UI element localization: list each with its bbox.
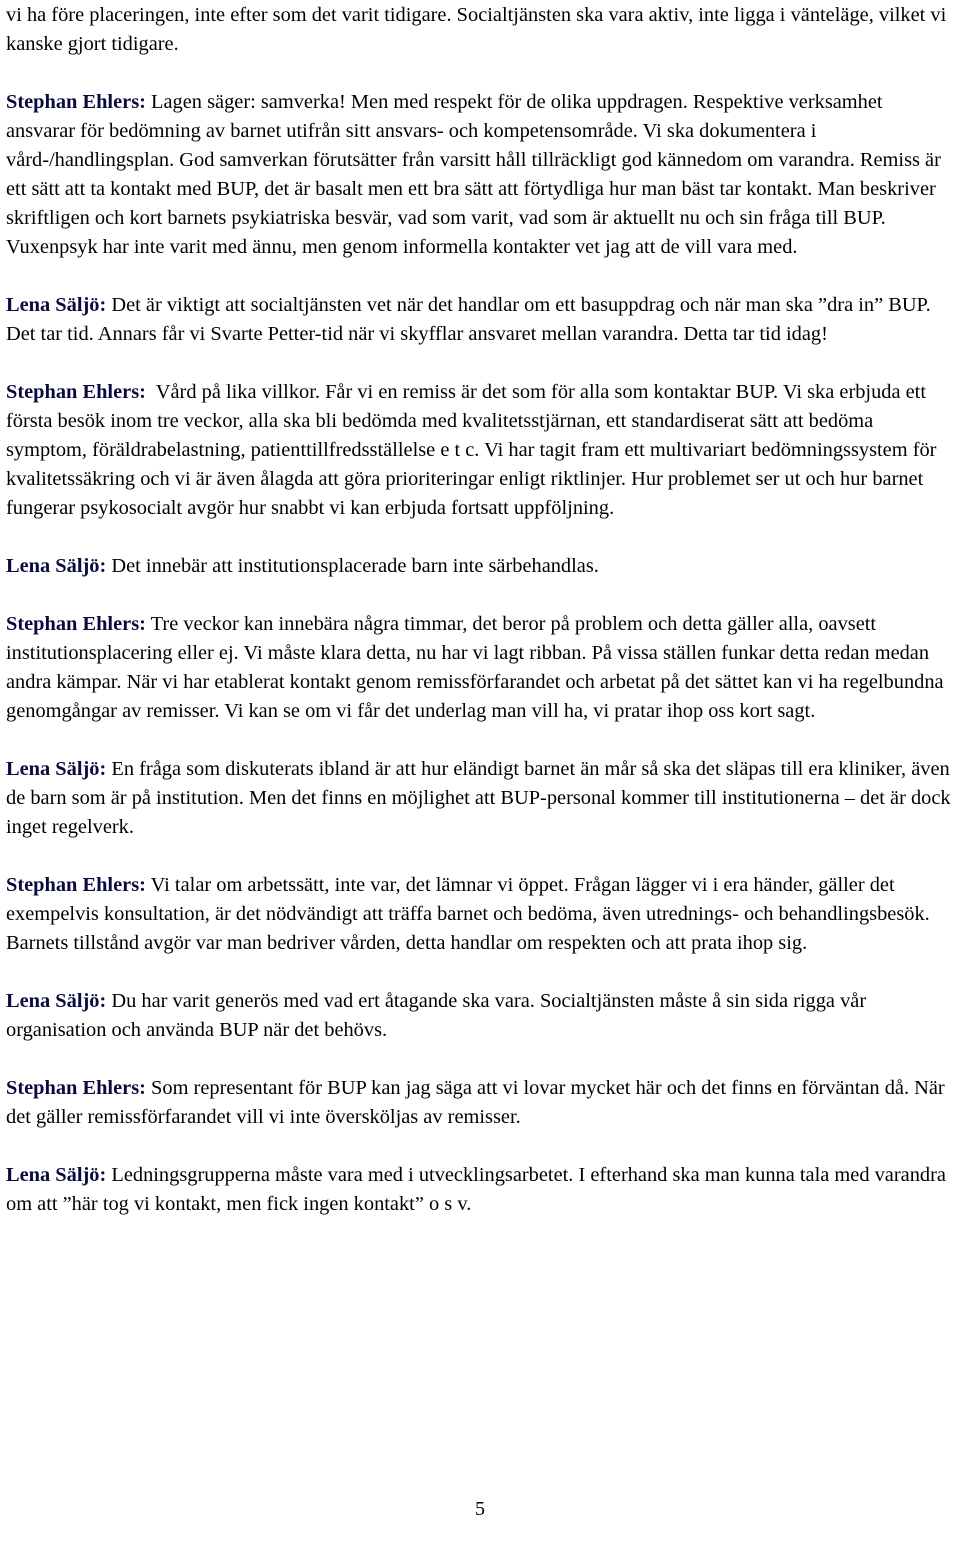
document-page <box>6 0 956 1219</box>
paragraph-text: Vård på lika villkor. Får vi en remiss är det som för alla som kontaktar BUP. Vi ska erbjuda ett första besök inom tre veckor, alla ska bli bedömda med kvalitetsstjärnan, ett standardiserat sätt att bedöma symptom, föräldrabelastning, patienttillfredsställelse e t c. Vi har tagit fram ett multivariart bedömningssystem för kvalitetssäkring och vi är även ålagda att göra prioriteringar enligt riktlinjer. Hur problemet ser ut och hur barnet fungerar psykosocialt avgör hur snabbt vi kan erbjuda fortsatt uppföljning. <box>6 381 937 519</box>
paragraph-2 <box>6 88 956 262</box>
speaker-name: Stephan Ehlers: <box>6 381 146 403</box>
paragraph-text: Som representant för BUP kan jag säga att vi lovar mycket här och det finns en förväntan då. När det gäller remissförfarandet vill vi inte översköljas av remisser. <box>6 1077 945 1128</box>
speaker-name: Lena Säljö: <box>6 758 107 780</box>
paragraph-7 <box>6 755 956 842</box>
page-number: 5 <box>475 1498 485 1520</box>
paragraph-6 <box>6 610 956 726</box>
paragraph-11 <box>6 1161 956 1219</box>
speaker-name: Stephan Ehlers: <box>6 1077 146 1099</box>
paragraph-1 <box>6 1 956 59</box>
paragraph-text: Du har varit generös med vad ert åtagande ska vara. Socialtjänsten måste å sin sida rigga vår organisation och använda BUP när det behövs. <box>6 990 867 1041</box>
paragraph-text: Tre veckor kan innebära några timmar, det beror på problem och detta gäller alla, oavsett institutionsplacering eller ej. Vi måste klara detta, nu har vi lagt ribban. På vissa ställen funkar detta redan medan andra kämpar. När vi har etablerat kontakt genom remissförfarandet och arbetat på det sättet kan vi ha regelbundna genomgångar av remisser. Vi kan se om vi får det underlag man vill ha, vi pratar ihop oss kort sagt. <box>6 613 944 722</box>
paragraph-text: Ledningsgrupperna måste vara med i utvecklingsarbetet. I efterhand ska man kunna tala med varandra om att ”här tog vi kontakt, men fick ingen kontakt” o s v. <box>6 1164 946 1215</box>
paragraph-3 <box>6 291 956 349</box>
speaker-name: Lena Säljö: <box>6 555 107 577</box>
speaker-name: Lena Säljö: <box>6 294 107 316</box>
paragraph-8 <box>6 871 956 958</box>
speaker-name: Stephan Ehlers: <box>6 874 146 896</box>
paragraph-text: En fråga som diskuterats ibland är att hur eländigt barnet än mår så ska det släpas till era kliniker, även de barn som är på institution. Men det finns en möjlighet att BUP-personal kommer till institutionerna – det är dock inget regelverk. <box>6 758 951 838</box>
paragraph-text: Vi talar om arbetssätt, inte var, det lämnar vi öppet. Frågan lägger vi i era händer, gäller det exempelvis konsultation, är det nödvändigt att träffa barnet och bedöma, även utrednings- och behandlingsbesök. Barnets tillstånd avgör var man bedriver vården, detta handlar om respekten och att prata ihop sig. <box>6 874 930 954</box>
speaker-name: Stephan Ehlers: <box>6 91 146 113</box>
paragraph-text: Det innebär att institutionsplacerade barn inte särbehandlas. <box>111 555 599 577</box>
speaker-name: Lena Säljö: <box>6 1164 107 1186</box>
paragraph-text: Lagen säger: samverka! Men med respekt för de olika uppdragen. Respektive verksamhet ansvarar för bedömning av barnet utifrån sitt ansvars- och kompetensområde. Vi ska dokumentera i vård-/handlingsplan. God samverkan förutsätter från varsitt håll tillräckligt god kännedom om varandra. Remiss är ett sätt att ta kontakt med BUP, det är basalt men ett bra sätt att förtydliga hur man bäst tar kontakt. Man beskriver skriftligen och kort barnets psykiatriska besvär, vad som varit, vad som är aktuellt nu och sin fråga till BUP. Vuxenpsyk har inte varit med ännu, men genom informella kontakter vet jag att de vill vara med. <box>6 91 941 258</box>
paragraph-4 <box>6 378 956 523</box>
paragraph-9 <box>6 987 956 1045</box>
speaker-name: Stephan Ehlers: <box>6 613 146 635</box>
paragraph-5 <box>6 552 956 581</box>
speaker-name: Lena Säljö: <box>6 990 107 1012</box>
paragraph-text: Det är viktigt att socialtjänsten vet när det handlar om ett basuppdrag och när man ska ”dra in” BUP. Det tar tid. Annars får vi Svarte Petter-tid när vi skyfflar ansvaret mellan varandra. Detta tar tid idag! <box>6 294 931 345</box>
paragraph-text: vi ha före placeringen, inte efter som det varit tidigare. Socialtjänsten ska vara aktiv, inte ligga i vänteläge, vilket vi kanske gjort tidigare. <box>6 4 947 55</box>
paragraph-10 <box>6 1074 956 1132</box>
